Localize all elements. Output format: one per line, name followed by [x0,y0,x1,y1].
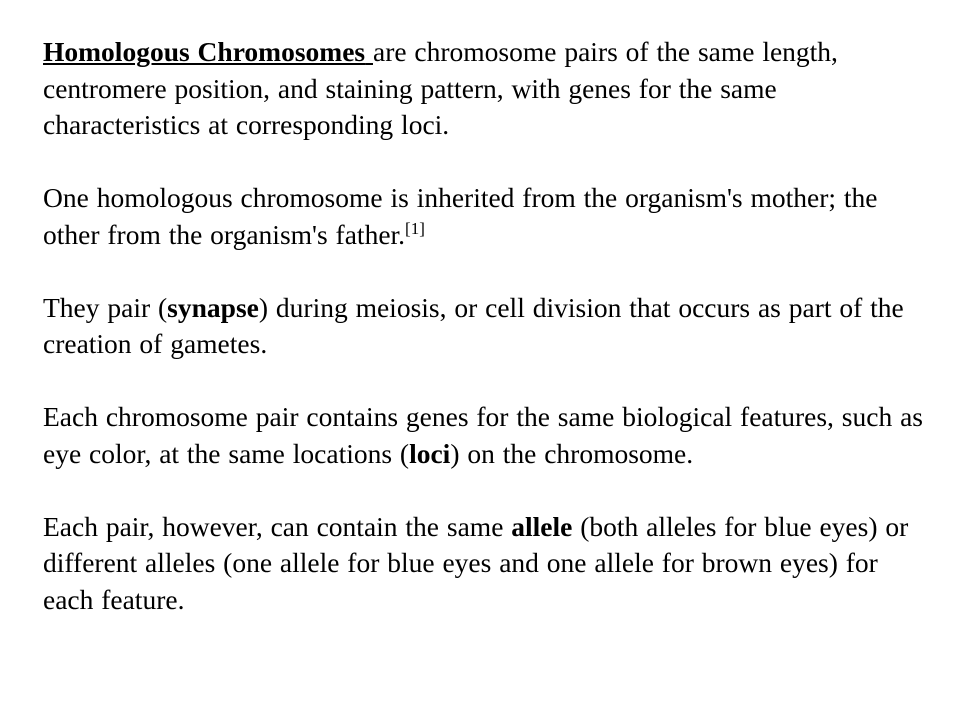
loci-text-before: Each chromosome pair contains genes for the same biological features, such as eye color, at the same locations ( [43,401,924,469]
allele-text-after: (both alleles for blue eyes) or different alleles (one allele for blue eyes and one allele for brown eyes) for each feature. [43,510,909,615]
term-loci: loci [409,437,451,469]
reference-marker: [1] [405,218,425,238]
definition-text: are chromosome pairs of the same length, centromere position, and staining pattern, with genes for the same characteristics at corresponding loci. [43,36,838,140]
slide-content [43,34,928,655]
term-allele: allele [511,510,573,542]
paragraph-loci [43,399,928,472]
loci-text-after: ) on the chromosome. [450,437,694,469]
synapse-text-before: They pair ( [43,291,168,323]
allele-text-before: Each pair, however, can contain the same [43,510,504,542]
paragraph-definition [43,34,928,144]
term-synapse: synapse [167,291,259,323]
inheritance-text: One homologous chromosome is inherited from the organism's mother; the other from the organism's father. [43,182,878,250]
synapse-text-after: ) during meiosis, or cell division that occurs as part of the creation of gametes. [43,291,904,359]
paragraph-allele [43,509,928,619]
paragraph-synapse [43,290,928,363]
paragraph-inheritance [43,180,928,253]
term-homologous-chromosomes: Homologous Chromosomes [43,36,366,67]
